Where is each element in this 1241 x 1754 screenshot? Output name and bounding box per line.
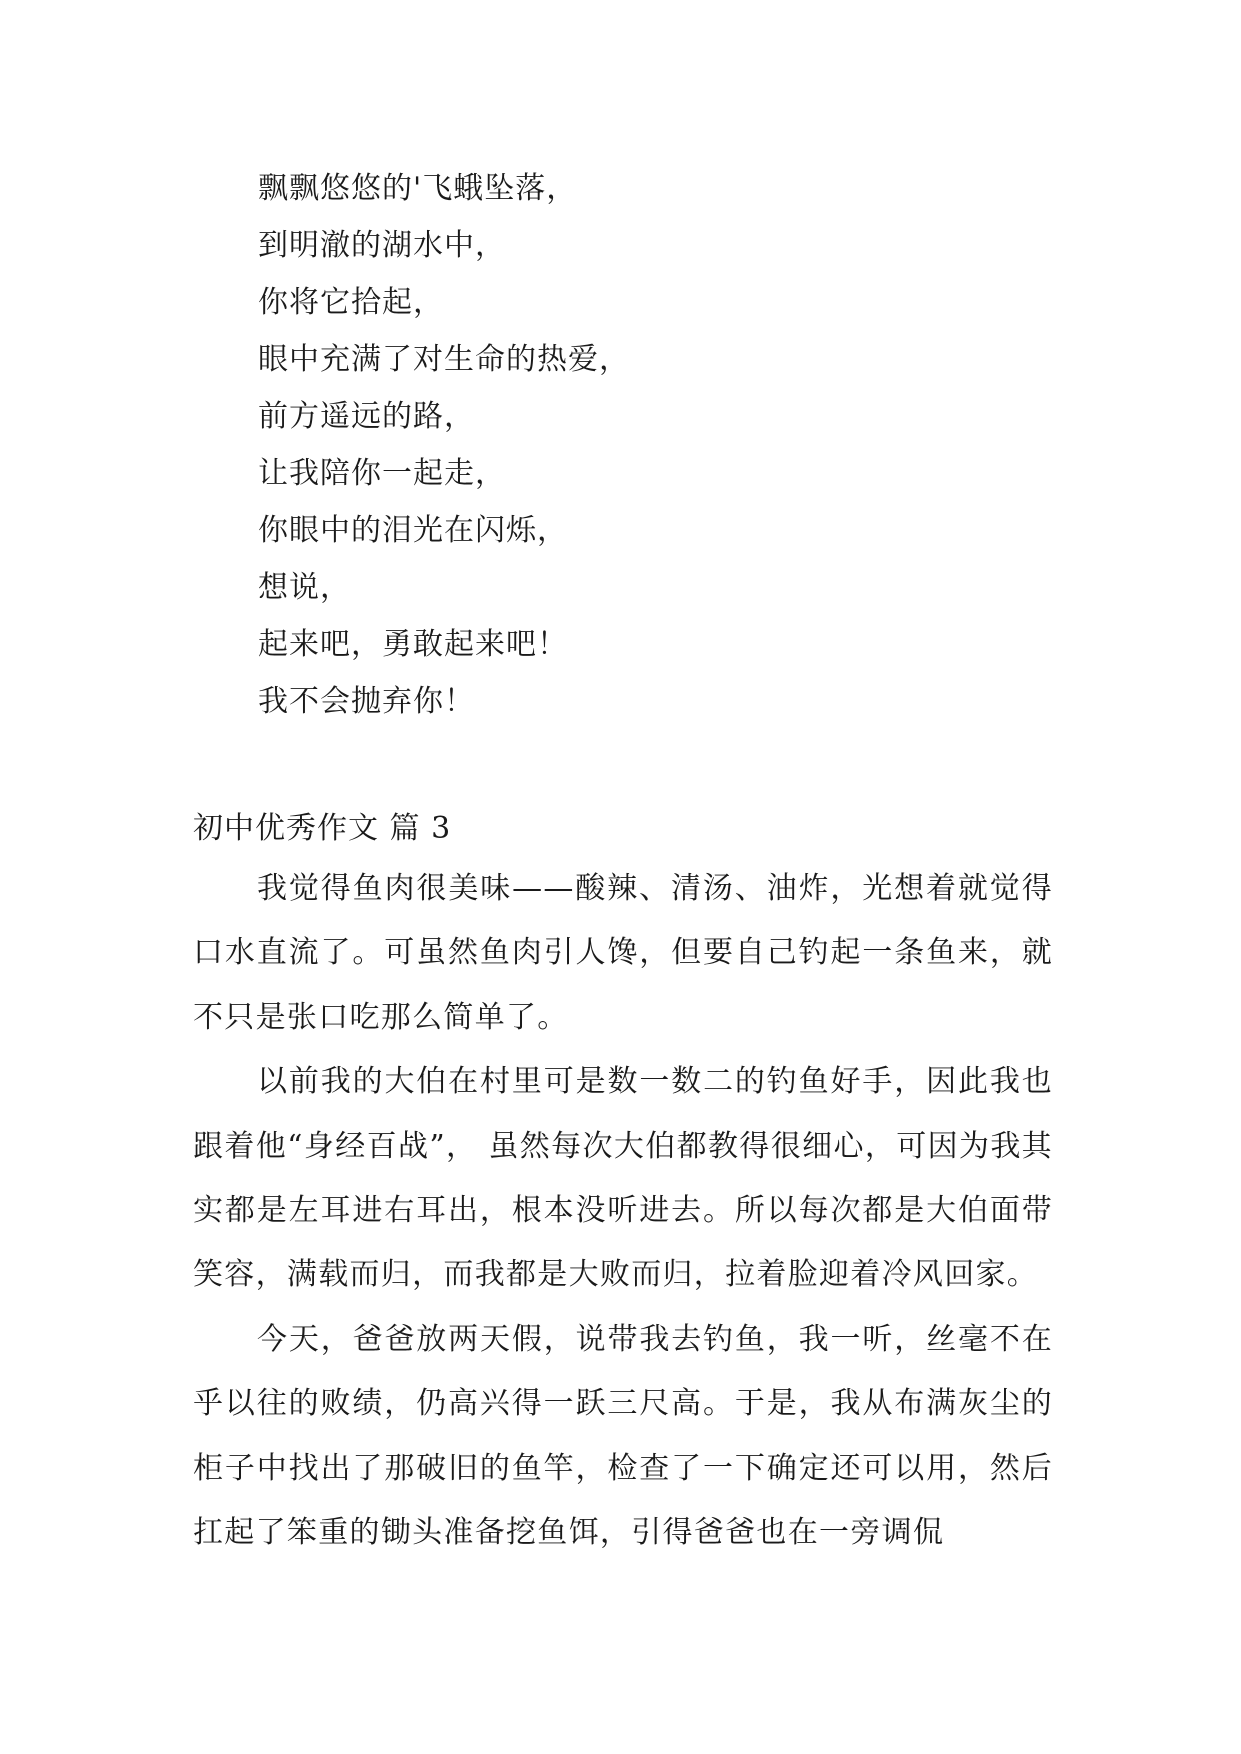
poem-line: 想说， — [258, 570, 351, 605]
poem-line: 起来吧，勇敢起来吧！ — [258, 627, 568, 662]
essay-paragraph: 我觉得鱼肉很美味——酸辣、清汤、油炸，光想着就觉得口水直流了。可虽然鱼肉引人馋，但要自己钓起一条鱼来，就不只是张口吃那么简单了。 — [193, 871, 1053, 1035]
essay-heading: 初中优秀作文 篇 3 — [193, 811, 452, 846]
essay-paragraph: 今天，爸爸放两天假，说带我去钓鱼，我一听，丝毫不在乎以往的败绩，仍高兴得一跃三尺高。于是，我从布满灰尘的柜子中找出了那破旧的鱼竿，检查了一下确定还可以用，然后扛起了笨重的锄头准备挖鱼饵，引得爸爸也在一旁调侃 — [193, 1321, 1053, 1551]
poem-line: 你将它拾起， — [258, 285, 444, 320]
poem-line: 前方遥远的路， — [258, 399, 475, 434]
essay-paragraph: 以前我的大伯在村里可是数一数二的钓鱼好手，因此我也跟着他“身经百战”， 虽然每次大伯都教得很细心，可因为我其实都是左耳进右耳出，根本没听进去。所以每次都是大伯面带笑容，满载而归，而我都是大败而归，拉着脸迎着冷风回家。 — [193, 1064, 1053, 1293]
poem-line: 我不会抛弃你！ — [258, 684, 475, 719]
poem-line: 你眼中的泪光在闪烁， — [258, 513, 568, 548]
poem-line: 飘飘悠悠的'飞蛾坠落， — [258, 171, 578, 206]
poem-line: 让我陪你一起走， — [258, 456, 506, 491]
poem-line: 眼中充满了对生命的热爱， — [258, 342, 630, 377]
poem-block — [258, 160, 630, 730]
essay-section — [193, 800, 1053, 1565]
poem-line: 到明澈的湖水中， — [258, 228, 506, 263]
